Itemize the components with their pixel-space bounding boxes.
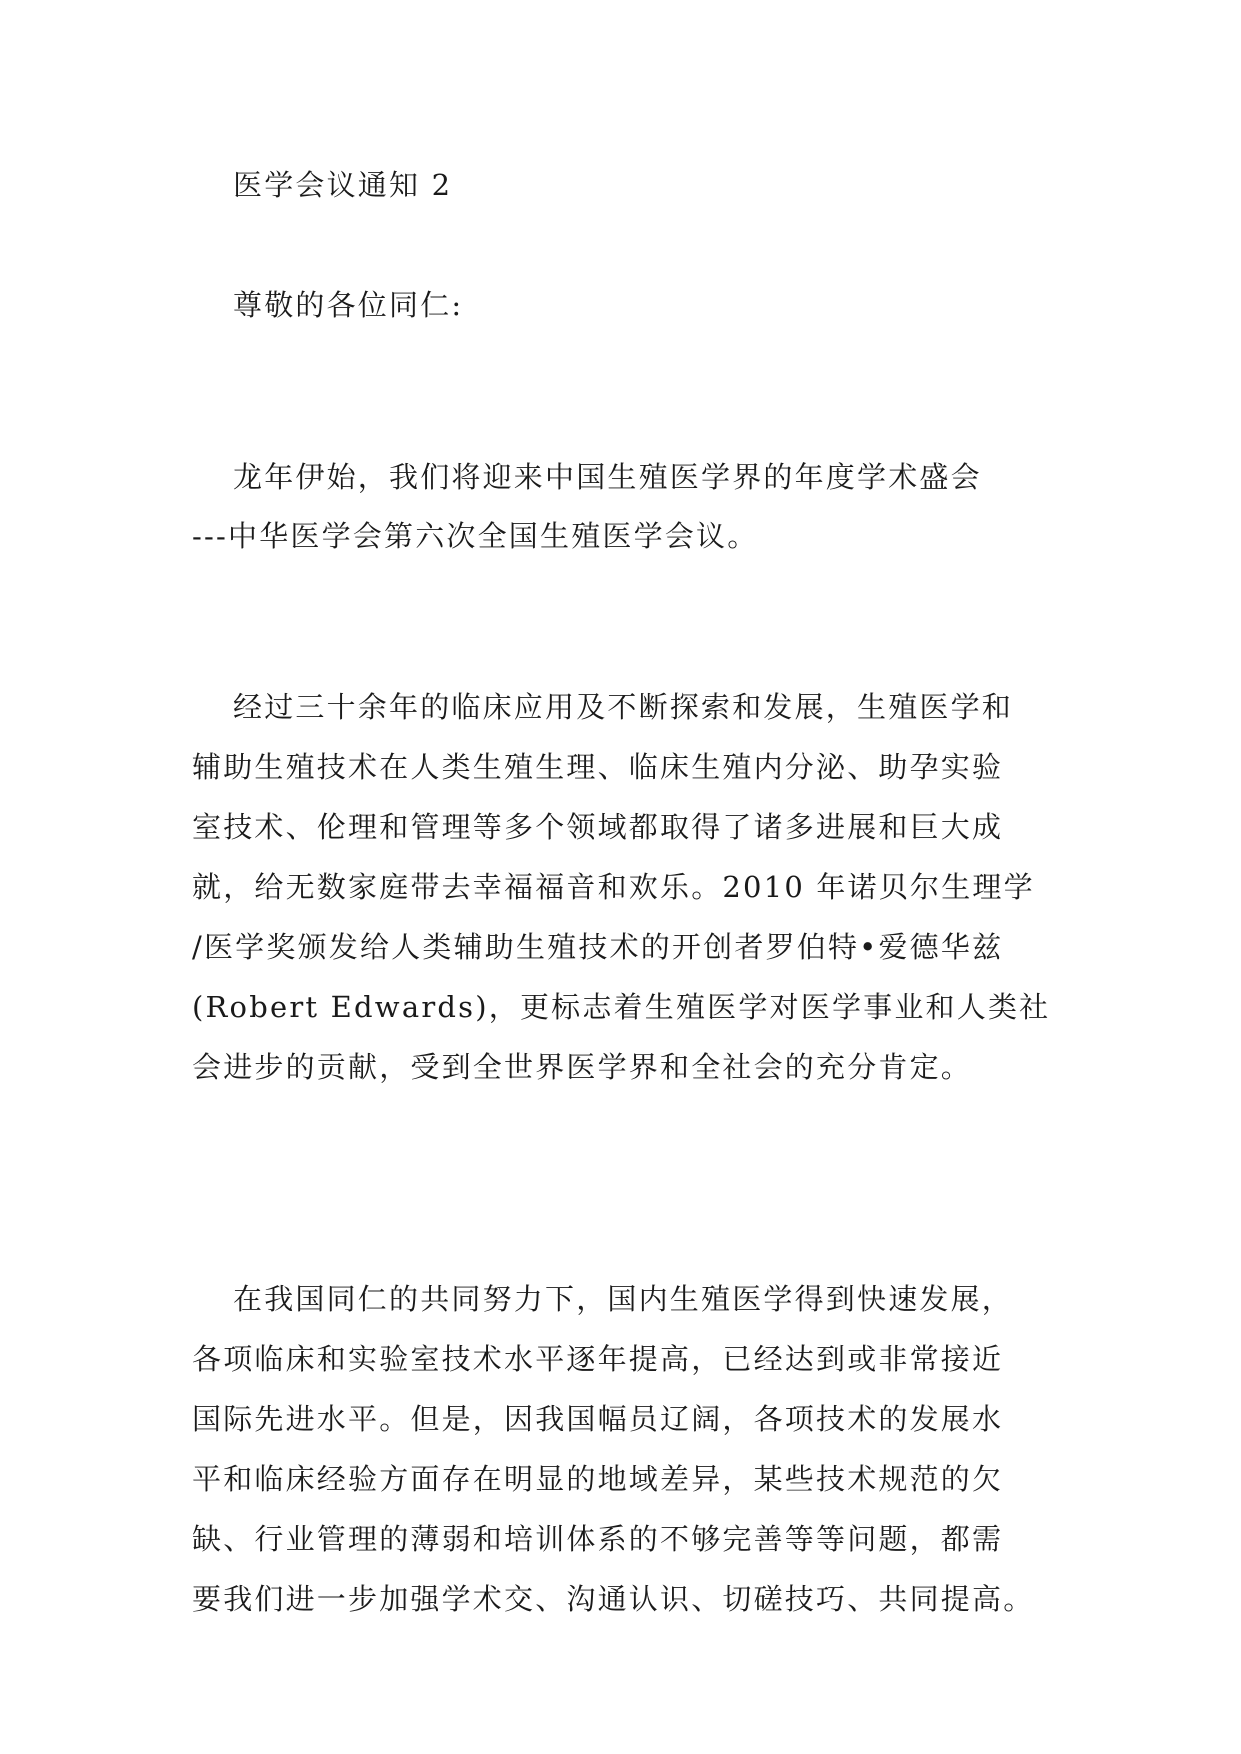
paragraph-line: 室技术、伦理和管理等多个领域都取得了诸多进展和巨大成 [192,810,1004,844]
paragraph-line: 平和临床经验方面存在明显的地域差异，某些技术规范的欠 [192,1462,1004,1496]
document-title: 医学会议通知 2 [233,168,453,202]
paragraph-line: 经过三十余年的临床应用及不断探索和发展，生殖医学和 [233,690,1014,724]
paragraph-line: 缺、行业管理的薄弱和培训体系的不够完善等等问题，都需 [192,1522,1004,1556]
paragraph-line: 会进步的贡献，受到全世界医学界和全社会的充分肯定。 [192,1050,973,1084]
paragraph-line: 国际先进水平。但是，因我国幅员辽阔，各项技术的发展水 [192,1402,1004,1436]
paragraph-line: ---中华医学会第六次全国生殖医学会议。 [192,519,759,553]
paragraph-line: 要我们进一步加强学术交、沟通认识、切磋技巧、共同提高。 [192,1582,1035,1616]
salutation: 尊敬的各位同仁: [233,288,464,322]
paragraph-line: (Robert Edwards)，更标志着生殖医学对医学事业和人类社 [192,990,1051,1024]
paragraph-line: 就，给无数家庭带去幸福福音和欢乐。2010 年诺贝尔生理学 [192,870,1035,904]
paragraph-line: 辅助生殖技术在人类生殖生理、临床生殖内分泌、助孕实验 [192,750,1004,784]
paragraph-line: 各项临床和实验室技术水平逐年提高，已经达到或非常接近 [192,1342,1004,1376]
paragraph-line: 龙年伊始，我们将迎来中国生殖医学界的年度学术盛会 [233,460,982,494]
paragraph-line: /医学奖颁发给人类辅助生殖技术的开创者罗伯特•爱德华兹 [192,930,1004,964]
paragraph-line: 在我国同仁的共同努力下，国内生殖医学得到快速发展， [233,1282,1014,1316]
